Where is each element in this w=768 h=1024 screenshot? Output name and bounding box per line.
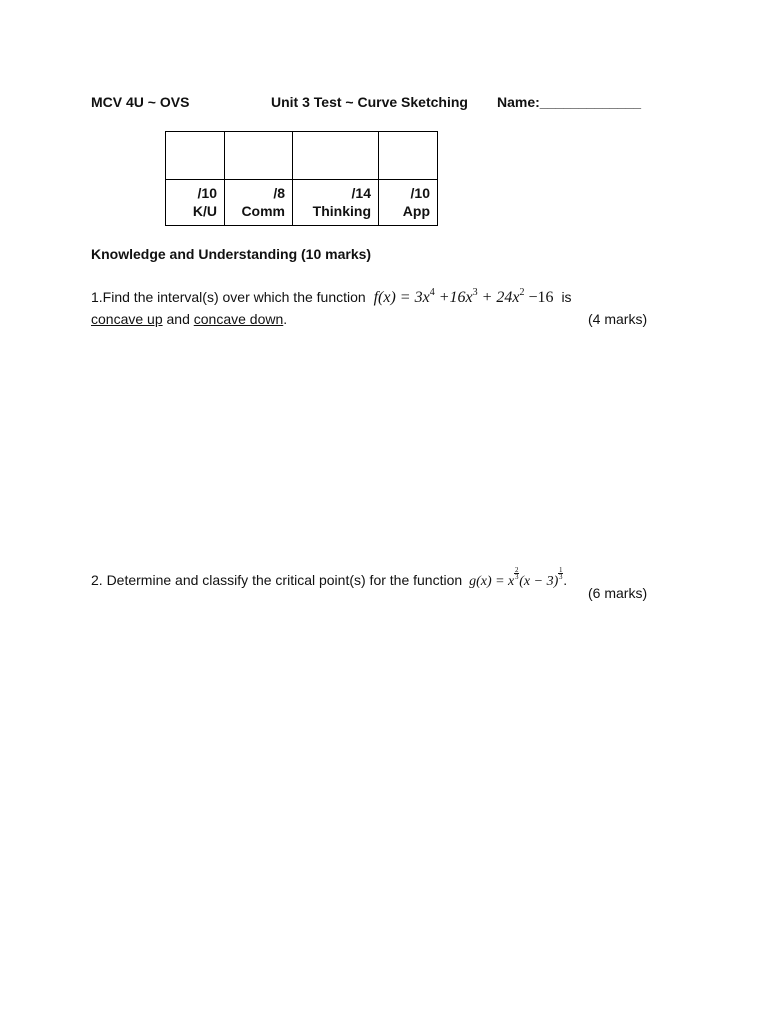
section-heading: Knowledge and Understanding (10 marks) — [91, 246, 372, 262]
q1-and: and — [166, 311, 190, 327]
q1-equation: $f(x) = 3x^4 +16x^3 + 24x^2 -16$ — [373, 287, 554, 306]
score-cell-comm — [225, 180, 293, 226]
name-field[interactable] — [497, 94, 641, 110]
question-1-line-2 — [91, 311, 287, 327]
q2-marks: (6 marks) — [588, 585, 648, 601]
score-entry-comm[interactable] — [225, 132, 293, 180]
score-category: App — [402, 203, 430, 219]
score-cell-ku — [166, 180, 225, 226]
question-1-line-1 — [91, 289, 572, 307]
score-category: K/U — [192, 203, 217, 219]
score-entry-ku[interactable] — [166, 132, 225, 180]
score-cell-thinking — [293, 180, 379, 226]
score-category: Comm — [241, 203, 285, 219]
score-entry-thinking[interactable] — [293, 132, 379, 180]
q1-concave-up: concave up — [91, 311, 163, 327]
score-max: /14 — [351, 185, 371, 201]
q1-marks: (4 marks) — [588, 311, 648, 327]
score-max: /8 — [273, 185, 285, 201]
name-blank: _____________ — [539, 94, 642, 110]
score-table — [165, 131, 438, 226]
score-label-row — [166, 180, 438, 226]
score-entry-app[interactable] — [379, 132, 438, 180]
name-label: Name: — [497, 94, 540, 110]
q1-period: . — [283, 311, 288, 327]
score-cell-app — [379, 180, 438, 226]
score-max: /10 — [197, 185, 217, 201]
q1-suffix: is — [561, 289, 572, 305]
score-max: /10 — [410, 185, 430, 201]
course-code: MCV 4U ~ OVS — [91, 94, 190, 110]
q2-prefix: 2. Determine and classify the critical point(s) for the function — [91, 572, 463, 588]
question-2-line-1 — [91, 567, 567, 590]
score-entry-row — [166, 132, 438, 180]
q1-prefix: 1.Find the interval(s) over which the function — [91, 289, 366, 305]
q2-equation: g(x) = x $\frac{2}{3}$ (x − 3) $\frac{1}{3}$ . — [469, 566, 568, 589]
score-category: Thinking — [312, 203, 371, 219]
q1-concave-down: concave down — [193, 311, 284, 327]
test-title: Unit 3 Test ~ Curve Sketching — [271, 94, 468, 110]
